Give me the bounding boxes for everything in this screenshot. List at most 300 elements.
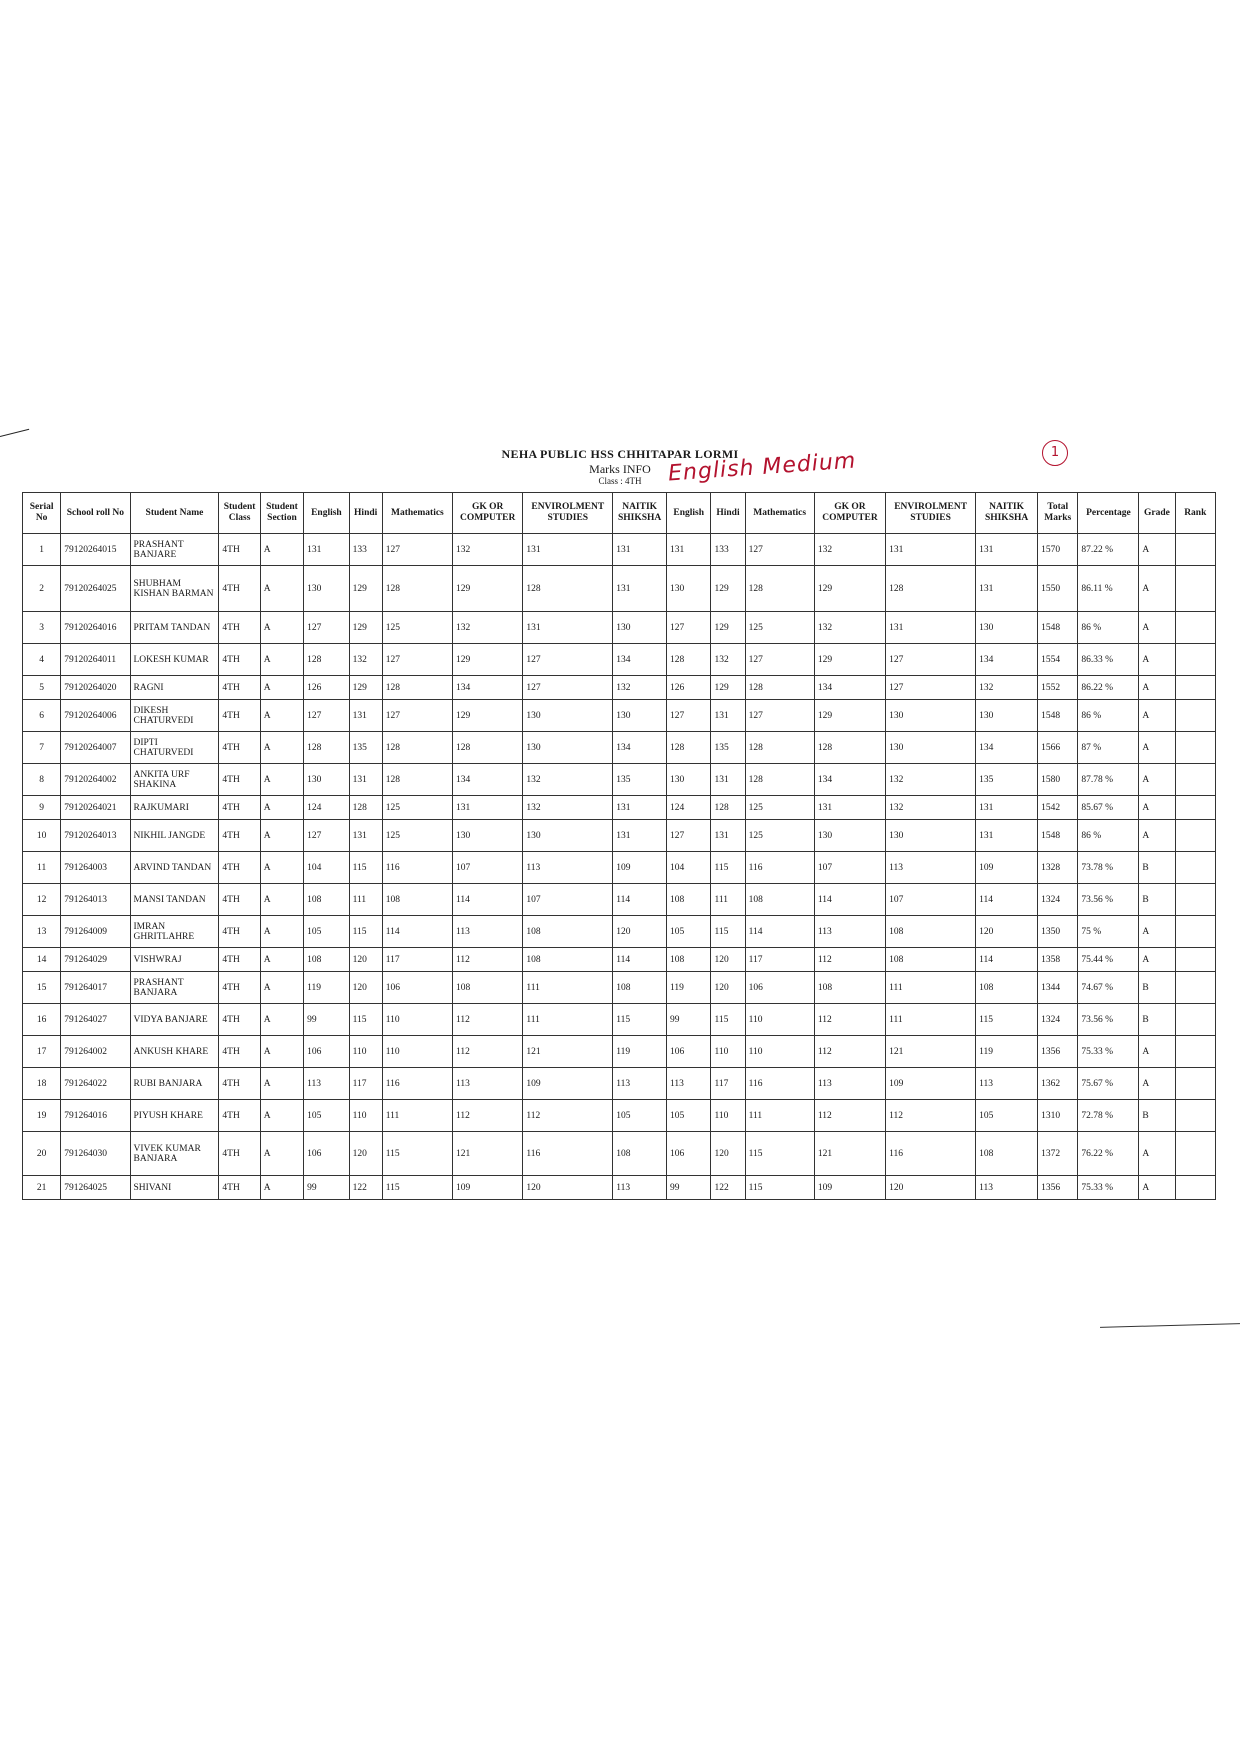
table-cell: 120 <box>711 948 745 972</box>
table-cell: 114 <box>976 948 1038 972</box>
column-header: Mathematics <box>382 493 452 534</box>
table-cell: 791264002 <box>61 1036 130 1068</box>
table-cell: 114 <box>976 884 1038 916</box>
table-cell: 1542 <box>1038 796 1078 820</box>
table-cell: A <box>1139 820 1175 852</box>
table-cell: 85.67 % <box>1078 796 1139 820</box>
table-cell: 116 <box>523 1132 613 1176</box>
table-cell: 87.22 % <box>1078 534 1139 566</box>
table-cell: 109 <box>814 1176 885 1200</box>
table-cell: 115 <box>711 916 745 948</box>
table-cell: RAGNI <box>130 676 219 700</box>
table-cell: 128 <box>745 732 814 764</box>
table-cell: 113 <box>814 916 885 948</box>
table-cell: 4TH <box>219 1068 260 1100</box>
table-cell: 75.33 % <box>1078 1176 1139 1200</box>
table-cell: 115 <box>382 1176 452 1200</box>
table-cell: 130 <box>523 820 613 852</box>
table-cell: 110 <box>711 1100 745 1132</box>
table-cell <box>1175 1132 1215 1176</box>
table-cell: 128 <box>745 764 814 796</box>
table-cell: 99 <box>667 1176 711 1200</box>
table-cell: 99 <box>667 1004 711 1036</box>
table-cell: 104 <box>304 852 349 884</box>
table-cell: 75.33 % <box>1078 1036 1139 1068</box>
table-row <box>23 852 1216 884</box>
table-cell: 117 <box>349 1068 382 1100</box>
table-body <box>23 534 1216 1200</box>
table-cell: 130 <box>976 612 1038 644</box>
table-cell: ANKUSH KHARE <box>130 1036 219 1068</box>
table-cell: 121 <box>886 1036 976 1068</box>
table-cell: A <box>260 972 303 1004</box>
table-cell: 1324 <box>1038 1004 1078 1036</box>
table-cell: 125 <box>382 820 452 852</box>
column-header: English <box>667 493 711 534</box>
table-cell: 113 <box>613 1068 667 1100</box>
table-cell: 74.67 % <box>1078 972 1139 1004</box>
table-cell: A <box>1139 644 1175 676</box>
table-cell: 113 <box>976 1176 1038 1200</box>
table-cell: 121 <box>814 1132 885 1176</box>
table-cell: 109 <box>613 852 667 884</box>
table-cell: 108 <box>613 972 667 1004</box>
table-cell: 117 <box>382 948 452 972</box>
table-cell: 128 <box>745 676 814 700</box>
table-cell: 108 <box>304 884 349 916</box>
table-cell: 113 <box>976 1068 1038 1100</box>
table-cell: 112 <box>453 948 523 972</box>
table-cell: 79120264013 <box>61 820 130 852</box>
table-cell: 15 <box>23 972 61 1004</box>
table-cell: 75.67 % <box>1078 1068 1139 1100</box>
table-cell: 134 <box>976 732 1038 764</box>
table-cell: A <box>260 916 303 948</box>
table-cell: 4 <box>23 644 61 676</box>
table-cell: 131 <box>349 700 382 732</box>
table-cell: 120 <box>349 948 382 972</box>
table-cell: 6 <box>23 700 61 732</box>
table-cell: A <box>1139 676 1175 700</box>
table-cell: A <box>260 1176 303 1200</box>
table-cell: 121 <box>523 1036 613 1068</box>
table-cell: 75 % <box>1078 916 1139 948</box>
table-cell: 105 <box>667 916 711 948</box>
table-cell: 127 <box>745 700 814 732</box>
table-cell: 131 <box>304 534 349 566</box>
table-cell: 107 <box>453 852 523 884</box>
table-cell: 791264022 <box>61 1068 130 1100</box>
table-cell: 130 <box>304 566 349 612</box>
table-cell: A <box>1139 612 1175 644</box>
table-cell <box>1175 796 1215 820</box>
table-cell: PIYUSH KHARE <box>130 1100 219 1132</box>
table-cell: 109 <box>453 1176 523 1200</box>
table-cell: 110 <box>382 1004 452 1036</box>
table-cell: 128 <box>304 732 349 764</box>
table-cell: A <box>1139 1036 1175 1068</box>
table-cell: 21 <box>23 1176 61 1200</box>
table-cell: B <box>1139 884 1175 916</box>
table-cell: 131 <box>349 764 382 796</box>
table-cell: 116 <box>745 852 814 884</box>
table-cell: 76.22 % <box>1078 1132 1139 1176</box>
table-cell: 1356 <box>1038 1176 1078 1200</box>
column-header: GK OR COMPUTER <box>453 493 523 534</box>
table-cell: 127 <box>304 820 349 852</box>
table-cell: 129 <box>711 612 745 644</box>
table-cell: 791264016 <box>61 1100 130 1132</box>
table-cell: 134 <box>453 676 523 700</box>
column-header: NAITIK SHIKSHA <box>976 493 1038 534</box>
table-cell: A <box>1139 700 1175 732</box>
table-cell: 110 <box>745 1036 814 1068</box>
table-cell: 127 <box>745 644 814 676</box>
table-cell: 131 <box>613 820 667 852</box>
table-cell: 107 <box>523 884 613 916</box>
table-cell: 112 <box>814 948 885 972</box>
table-cell: 132 <box>349 644 382 676</box>
table-cell: 111 <box>745 1100 814 1132</box>
table-cell: 4TH <box>219 852 260 884</box>
table-cell: 127 <box>523 644 613 676</box>
table-cell: 107 <box>886 884 976 916</box>
table-cell: 127 <box>382 644 452 676</box>
table-cell: B <box>1139 972 1175 1004</box>
column-header: Hindi <box>349 493 382 534</box>
table-cell: 120 <box>613 916 667 948</box>
table-cell: 112 <box>886 1100 976 1132</box>
table-cell: 1550 <box>1038 566 1078 612</box>
table-cell: 120 <box>886 1176 976 1200</box>
table-cell: 130 <box>304 764 349 796</box>
table-cell: 129 <box>814 566 885 612</box>
table-cell: 132 <box>814 612 885 644</box>
table-cell: 1350 <box>1038 916 1078 948</box>
table-cell: 108 <box>667 948 711 972</box>
table-cell: 791264013 <box>61 884 130 916</box>
table-cell: 131 <box>667 534 711 566</box>
table-cell: 1324 <box>1038 884 1078 916</box>
table-cell: 121 <box>453 1132 523 1176</box>
table-cell: 17 <box>23 1036 61 1068</box>
table-cell: 14 <box>23 948 61 972</box>
table-cell: 122 <box>711 1176 745 1200</box>
table-cell: 111 <box>711 884 745 916</box>
table-cell: 106 <box>304 1132 349 1176</box>
scan-edge-mark <box>1100 1323 1240 1328</box>
table-cell: 120 <box>711 1132 745 1176</box>
table-cell: 128 <box>523 566 613 612</box>
table-cell: 128 <box>304 644 349 676</box>
table-cell: A <box>260 612 303 644</box>
column-header: GK OR COMPUTER <box>814 493 885 534</box>
table-cell: 132 <box>976 676 1038 700</box>
table-cell: MANSI TANDAN <box>130 884 219 916</box>
table-cell: 130 <box>523 732 613 764</box>
column-header: English <box>304 493 349 534</box>
table-cell: 130 <box>814 820 885 852</box>
table-cell: 117 <box>711 1068 745 1100</box>
table-row <box>23 1100 1216 1132</box>
table-cell: 113 <box>453 916 523 948</box>
table-cell: DIKESH CHATURVEDI <box>130 700 219 732</box>
table-cell: 130 <box>667 764 711 796</box>
table-cell: SHUBHAM KISHAN BARMAN <box>130 566 219 612</box>
table-cell: 1 <box>23 534 61 566</box>
table-cell: 134 <box>976 644 1038 676</box>
table-cell: 128 <box>382 566 452 612</box>
table-cell: 10 <box>23 820 61 852</box>
table-cell: PRASHANT BANJARA <box>130 972 219 1004</box>
table-cell: 4TH <box>219 1036 260 1068</box>
table-cell <box>1175 1036 1215 1068</box>
table-cell: 113 <box>304 1068 349 1100</box>
column-header: Percentage <box>1078 493 1139 534</box>
table-cell: 134 <box>453 764 523 796</box>
table-row <box>23 764 1216 796</box>
table-cell: 135 <box>613 764 667 796</box>
table-cell: 108 <box>613 1132 667 1176</box>
table-cell: 132 <box>453 612 523 644</box>
table-cell: 125 <box>745 820 814 852</box>
table-cell: 113 <box>453 1068 523 1100</box>
column-header: NAITIK SHIKSHA <box>613 493 667 534</box>
table-cell: 129 <box>349 676 382 700</box>
table-cell: 72.78 % <box>1078 1100 1139 1132</box>
table-cell: 124 <box>667 796 711 820</box>
table-cell: 4TH <box>219 1132 260 1176</box>
table-cell: 117 <box>745 948 814 972</box>
table-cell: 109 <box>976 852 1038 884</box>
table-cell: 1328 <box>1038 852 1078 884</box>
table-cell: 108 <box>976 972 1038 1004</box>
table-cell: RUBI BANJARA <box>130 1068 219 1100</box>
table-row <box>23 820 1216 852</box>
table-cell <box>1175 1176 1215 1200</box>
table-cell: 113 <box>667 1068 711 1100</box>
table-cell: 112 <box>453 1004 523 1036</box>
table-cell: 134 <box>613 644 667 676</box>
table-cell: 3 <box>23 612 61 644</box>
table-cell: A <box>260 732 303 764</box>
table-cell: 114 <box>745 916 814 948</box>
table-cell: 4TH <box>219 796 260 820</box>
table-cell: 127 <box>667 700 711 732</box>
table-cell: 130 <box>886 820 976 852</box>
table-cell: 116 <box>382 852 452 884</box>
table-cell: 120 <box>523 1176 613 1200</box>
table-cell: A <box>1139 534 1175 566</box>
table-cell: A <box>260 884 303 916</box>
table-cell: 791264017 <box>61 972 130 1004</box>
table-cell: 130 <box>667 566 711 612</box>
table-cell: 127 <box>304 612 349 644</box>
table-cell: 86 % <box>1078 820 1139 852</box>
table-cell: 791264029 <box>61 948 130 972</box>
table-cell: 115 <box>711 852 745 884</box>
table-cell: 127 <box>886 676 976 700</box>
table-cell: 105 <box>304 916 349 948</box>
table-cell: 79120264006 <box>61 700 130 732</box>
table-cell: 131 <box>711 700 745 732</box>
table-cell <box>1175 972 1215 1004</box>
table-cell: 131 <box>613 796 667 820</box>
table-cell: 113 <box>613 1176 667 1200</box>
table-cell: 131 <box>976 534 1038 566</box>
table-cell: 115 <box>382 1132 452 1176</box>
table-cell: 86.22 % <box>1078 676 1139 700</box>
table-cell: 87.78 % <box>1078 764 1139 796</box>
table-cell: 1554 <box>1038 644 1078 676</box>
table-cell: 129 <box>453 644 523 676</box>
table-cell: 134 <box>814 764 885 796</box>
table-cell: IMRAN GHRITLAHRE <box>130 916 219 948</box>
table-cell: 1372 <box>1038 1132 1078 1176</box>
table-cell: A <box>1139 1068 1175 1100</box>
page-number-circle: 1 <box>1042 440 1068 466</box>
table-cell: 108 <box>745 884 814 916</box>
table-cell: 125 <box>745 796 814 820</box>
table-cell: 115 <box>711 1004 745 1036</box>
table-cell: 1356 <box>1038 1036 1078 1068</box>
table-cell: 79120264021 <box>61 796 130 820</box>
table-cell: 79120264002 <box>61 764 130 796</box>
table-cell: 125 <box>382 796 452 820</box>
table-cell: PRITAM TANDAN <box>130 612 219 644</box>
class-line: Class : 4TH <box>598 476 642 486</box>
table-cell: A <box>1139 1132 1175 1176</box>
table-cell: 128 <box>814 732 885 764</box>
table-cell: 113 <box>523 852 613 884</box>
table-cell: 99 <box>304 1004 349 1036</box>
table-cell: A <box>260 1100 303 1132</box>
table-cell: 116 <box>745 1068 814 1100</box>
table-cell: VIDYA BANJARE <box>130 1004 219 1036</box>
table-cell: 135 <box>349 732 382 764</box>
table-cell: 135 <box>711 732 745 764</box>
table-cell: 1310 <box>1038 1100 1078 1132</box>
table-cell: 132 <box>523 796 613 820</box>
table-cell: 131 <box>523 534 613 566</box>
table-cell: 115 <box>349 1004 382 1036</box>
table-cell: ARVIND TANDAN <box>130 852 219 884</box>
table-cell: A <box>260 566 303 612</box>
table-row <box>23 1036 1216 1068</box>
table-cell: 19 <box>23 1100 61 1132</box>
table-cell: 131 <box>886 612 976 644</box>
table-cell: 110 <box>382 1036 452 1068</box>
table-cell <box>1175 1004 1215 1036</box>
table-cell: 131 <box>976 820 1038 852</box>
table-cell: 129 <box>453 566 523 612</box>
scan-edge-mark <box>0 429 29 437</box>
table-cell: 79120264007 <box>61 732 130 764</box>
table-cell: 134 <box>613 732 667 764</box>
table-cell: 112 <box>814 1100 885 1132</box>
table-cell: 105 <box>613 1100 667 1132</box>
table-cell: 116 <box>382 1068 452 1100</box>
column-header: School roll No <box>61 493 130 534</box>
table-cell: A <box>1139 764 1175 796</box>
table-cell: 128 <box>453 732 523 764</box>
table-cell <box>1175 820 1215 852</box>
table-cell: 75.44 % <box>1078 948 1139 972</box>
table-cell: 132 <box>886 796 976 820</box>
table-cell <box>1175 852 1215 884</box>
table-cell: 109 <box>886 1068 976 1100</box>
table-cell: VIVEK KUMAR BANJARA <box>130 1132 219 1176</box>
table-cell: 1566 <box>1038 732 1078 764</box>
table-cell: 106 <box>667 1132 711 1176</box>
table-cell: 791264027 <box>61 1004 130 1036</box>
table-cell: 132 <box>453 534 523 566</box>
table-cell: 112 <box>453 1100 523 1132</box>
table-cell: A <box>1139 1176 1175 1200</box>
table-cell: ANKITA URF SHAKINA <box>130 764 219 796</box>
table-cell: 5 <box>23 676 61 700</box>
table-cell: 105 <box>667 1100 711 1132</box>
table-cell: 99 <box>304 1176 349 1200</box>
table-cell: 135 <box>976 764 1038 796</box>
table-cell: 108 <box>814 972 885 1004</box>
table-cell: 13 <box>23 916 61 948</box>
column-header: Student Class <box>219 493 260 534</box>
table-cell: A <box>1139 948 1175 972</box>
table-row <box>23 948 1216 972</box>
table-cell: 4TH <box>219 644 260 676</box>
table-row <box>23 884 1216 916</box>
table-cell: 112 <box>814 1036 885 1068</box>
table-cell: 18 <box>23 1068 61 1100</box>
table-cell: 120 <box>976 916 1038 948</box>
table-cell: A <box>260 852 303 884</box>
table-cell: 110 <box>349 1036 382 1068</box>
table-cell: 114 <box>382 916 452 948</box>
table-cell: 108 <box>523 948 613 972</box>
document-subtitle: Marks INFO <box>589 462 651 476</box>
column-header: Mathematics <box>745 493 814 534</box>
table-cell: 130 <box>886 732 976 764</box>
table-row <box>23 916 1216 948</box>
table-cell: 119 <box>976 1036 1038 1068</box>
table-cell: 122 <box>349 1176 382 1200</box>
table-cell: 134 <box>814 676 885 700</box>
table-cell: 115 <box>613 1004 667 1036</box>
table-cell: 130 <box>976 700 1038 732</box>
table-cell: 128 <box>886 566 976 612</box>
table-cell: 129 <box>814 644 885 676</box>
table-cell: 120 <box>349 1132 382 1176</box>
table-cell: 119 <box>667 972 711 1004</box>
table-cell: 132 <box>711 644 745 676</box>
table-cell: 127 <box>382 700 452 732</box>
table-cell: 113 <box>886 852 976 884</box>
table-cell: 132 <box>523 764 613 796</box>
table-cell: B <box>1139 1100 1175 1132</box>
table-cell: 791264030 <box>61 1132 130 1176</box>
table-cell <box>1175 676 1215 700</box>
table-cell: 73.56 % <box>1078 884 1139 916</box>
column-header: ENVIROLMENT STUDIES <box>886 493 976 534</box>
table-cell: 132 <box>613 676 667 700</box>
table-cell: 4TH <box>219 676 260 700</box>
table-cell: 131 <box>976 566 1038 612</box>
table-cell <box>1175 566 1215 612</box>
table-cell: 129 <box>814 700 885 732</box>
table-cell: 105 <box>976 1100 1038 1132</box>
table-cell: 4TH <box>219 1176 260 1200</box>
